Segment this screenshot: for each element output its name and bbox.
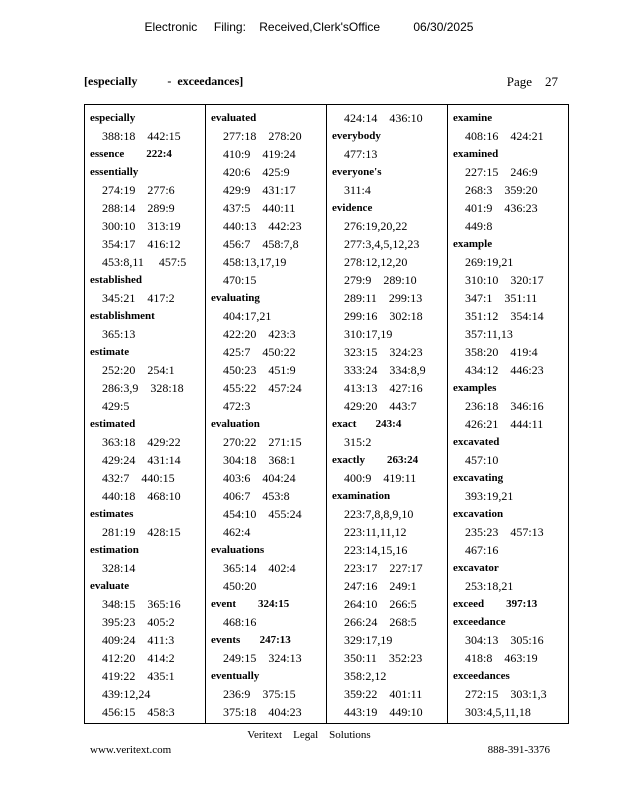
index-entry-references: 467:16 [465,543,499,557]
index-entry-word: event 324:15 [211,598,290,610]
index-entry-references: 268:3 359:20 [465,183,538,197]
index-entry-references: 288:14 289:9 [102,201,175,215]
index-entry-references: 424:14 436:10 [344,111,423,125]
index-entry-references: 425:7 450:22 [223,345,296,359]
index-entry-references: 253:18,21 [465,579,514,593]
footer-website: www.veritext.com [90,744,172,756]
index-entry-word: excavating [453,472,504,484]
index-entry-word: evaluate [90,580,130,592]
index-entry-references: 276:19,20,22 [344,219,408,233]
index-entry-references: 236:18 346:16 [465,399,544,413]
index-entry-references: 429:9 431:17 [223,183,296,197]
index-entry-references: 408:16 424:21 [465,129,544,143]
index-entry-references: 299:16 302:18 [344,309,423,323]
index-entry-references: 388:18 442:15 [102,129,181,143]
index-entry-references: 354:17 416:12 [102,237,181,251]
index-entry-references: 223:7,8,8,9,10 [344,507,414,521]
index-entry-references: 437:5 440:11 [223,201,296,215]
index-entry-references: 274:19 277:6 [102,183,175,197]
index-entry-references: 454:10 455:24 [223,507,302,521]
index-entry-references: 406:7 453:8 [223,489,290,503]
index-entry-word: evaluated [211,112,257,124]
index-entry-references: 357:11,13 [465,327,513,341]
index-entry-references: 347:1 351:11 [465,291,538,305]
index-entry-references: 472:3 [223,399,251,413]
footer-company: Veritext Legal Solutions [247,729,371,741]
index-entry-references: 289:11 299:13 [344,291,423,305]
index-entry-references: 450:20 [223,579,257,593]
index-entry-references: 300:10 313:19 [102,219,181,233]
index-entry-references: 315:2 [344,435,372,449]
word-index-table [84,104,569,724]
index-entry-references: 363:18 429:22 [102,435,181,449]
filing-stamp: Electronic Filing: Received,Clerk'sOffice 06/30/2025 [144,20,474,34]
index-entry-references: 426:21 444:11 [465,417,544,431]
footer-phone: 888-391-3376 [487,744,550,756]
index-entry-word: established [90,274,142,286]
index-entry-references: 449:8 [465,219,493,233]
index-entry-references: 434:12 446:23 [465,363,544,377]
index-entry-references: 456:15 458:3 [102,705,175,719]
index-entry-references: 375:18 404:23 [223,705,302,719]
index-entry-references: 453:8,11 457:5 [102,255,187,269]
index-entry-references: 429:20 443:7 [344,399,417,413]
index-entry-references: 365:13 [102,327,136,341]
index-entry-word: estimated [90,418,136,430]
index-entry-references: 457:10 [465,453,499,467]
index-entry-references: 270:22 271:15 [223,435,302,449]
index-entry-word: evidence [332,202,373,214]
index-entry-references: 329:17,19 [344,633,393,647]
index-entry-references: 400:9 419:11 [344,471,417,485]
index-entry-references: 249:15 324:13 [223,651,302,665]
index-entry-word: eventually [211,670,260,682]
index-entry-references: 252:20 254:1 [102,363,175,377]
index-entry-references: 450:23 451:9 [223,363,296,377]
index-entry-references: 440:13 442:23 [223,219,302,233]
index-entry-word: essence 222:4 [90,148,172,160]
index-entry-word: examine [453,112,493,124]
index-entry-references: 401:9 436:23 [465,201,538,215]
index-entry-references: 227:15 246:9 [465,165,538,179]
index-entry-word: exceed 397:13 [453,598,538,610]
index-entry-references: 286:3,9 328:18 [102,381,184,395]
index-entry-references: 348:15 365:16 [102,597,181,611]
page-number: Page 27 [506,74,558,89]
index-entry-word: exactly 263:24 [332,454,419,466]
index-entry-word: examples [453,382,497,394]
index-entry-references: 333:24 334:8,9 [344,363,426,377]
index-entry-references: 323:15 324:23 [344,345,423,359]
index-entry-references: 264:10 266:5 [344,597,417,611]
index-entry-word: excavator [453,562,499,574]
index-entry-references: 351:12 354:14 [465,309,544,323]
index-entry-word: exceedances [453,670,510,682]
index-entry-references: 304:18 368:1 [223,453,296,467]
index-entry-references: 235:23 457:13 [465,525,544,539]
index-entry-references: 350:11 352:23 [344,651,423,665]
index-column-3 [327,105,448,723]
index-entry-references: 365:14 402:4 [223,561,296,575]
index-entry-references: 358:20 419:4 [465,345,538,359]
index-entry-references: 223:14,15,16 [344,543,408,557]
index-entry-word: events 247:13 [211,634,291,646]
index-entry-word: everybody [332,130,381,142]
index-entry-word: examination [332,490,391,502]
index-entry-word: estimation [90,544,139,556]
index-entry-references: 272:15 303:1,3 [465,687,547,701]
index-entry-references: 345:21 417:2 [102,291,175,305]
index-entry-word: establishment [90,310,155,322]
index-entry-word: estimate [90,346,130,358]
index-entry-word: exact 243:4 [332,418,402,430]
index-entry-references: 358:2,12 [344,669,387,683]
index-entry-references: 439:12,24 [102,687,151,701]
index-entry-references: 311:4 [344,183,371,197]
index-entry-references: 279:9 289:10 [344,273,417,287]
index-entry-references: 420:6 425:9 [223,165,290,179]
index-entry-references: 429:5 [102,399,130,413]
index-entry-references: 440:18 468:10 [102,489,181,503]
index-entry-references: 462:4 [223,525,251,539]
index-entry-references: 477:13 [344,147,378,161]
index-entry-references: 303:4,5,11,18 [465,705,531,719]
index-entry-references: 468:16 [223,615,257,629]
index-entry-word: excavation [453,508,504,520]
index-column-1 [85,105,206,723]
index-entry-word: estimates [90,508,134,520]
index-entry-references: 419:22 435:1 [102,669,175,683]
index-entry-references: 281:19 428:15 [102,525,181,539]
index-entry-references: 403:6 404:24 [223,471,296,485]
index-entry-references: 269:19,21 [465,255,514,269]
index-entry-references: 410:9 419:24 [223,147,296,161]
index-column-4 [448,105,568,723]
index-entry-word: example [453,238,493,250]
index-entry-references: 418:8 463:19 [465,651,538,665]
index-entry-references: 266:24 268:5 [344,615,417,629]
index-entry-word: examined [453,148,499,160]
index-entry-references: 409:24 411:3 [102,633,175,647]
index-entry-references: 223:17 227:17 [344,561,423,575]
index-entry-references: 429:24 431:14 [102,453,181,467]
index-entry-references: 277:18 278:20 [223,129,302,143]
index-entry-references: 422:20 423:3 [223,327,296,341]
index-entry-references: 412:20 414:2 [102,651,175,665]
index-entry-word: essentially [90,166,139,178]
index-entry-word: evaluations [211,544,265,556]
index-entry-references: 277:3,4,5,12,23 [344,237,420,251]
index-column-2 [206,105,327,723]
index-entry-references: 236:9 375:15 [223,687,296,701]
index-range-header: [especially - exceedances] [84,74,244,88]
index-entry-references: 310:17,19 [344,327,393,341]
index-entry-word: evaluating [211,292,260,304]
index-entry-references: 432:7 440:15 [102,471,175,485]
index-entry-references: 395:23 405:2 [102,615,175,629]
index-entry-references: 393:19,21 [465,489,514,503]
index-entry-references: 470:15 [223,273,257,287]
index-entry-references: 404:17,21 [223,309,272,323]
index-entry-references: 247:16 249:1 [344,579,417,593]
index-entry-word: excavated [453,436,500,448]
index-entry-references: 278:12,12,20 [344,255,408,269]
index-entry-references: 455:22 457:24 [223,381,302,395]
index-entry-references: 359:22 401:11 [344,687,423,701]
index-entry-references: 223:11,11,12 [344,525,407,539]
index-entry-references: 458:13,17,19 [223,255,287,269]
index-entry-references: 456:7 458:7,8 [223,237,299,251]
index-entry-references: 443:19 449:10 [344,705,423,719]
index-entry-word: everyone's [332,166,382,178]
index-entry-references: 304:13 305:16 [465,633,544,647]
index-entry-word: especially [90,112,136,124]
index-entry-references: 310:10 320:17 [465,273,544,287]
index-entry-references: 328:14 [102,561,136,575]
index-entry-word: exceedance [453,616,506,628]
index-entry-references: 413:13 427:16 [344,381,423,395]
index-entry-word: evaluation [211,418,260,430]
